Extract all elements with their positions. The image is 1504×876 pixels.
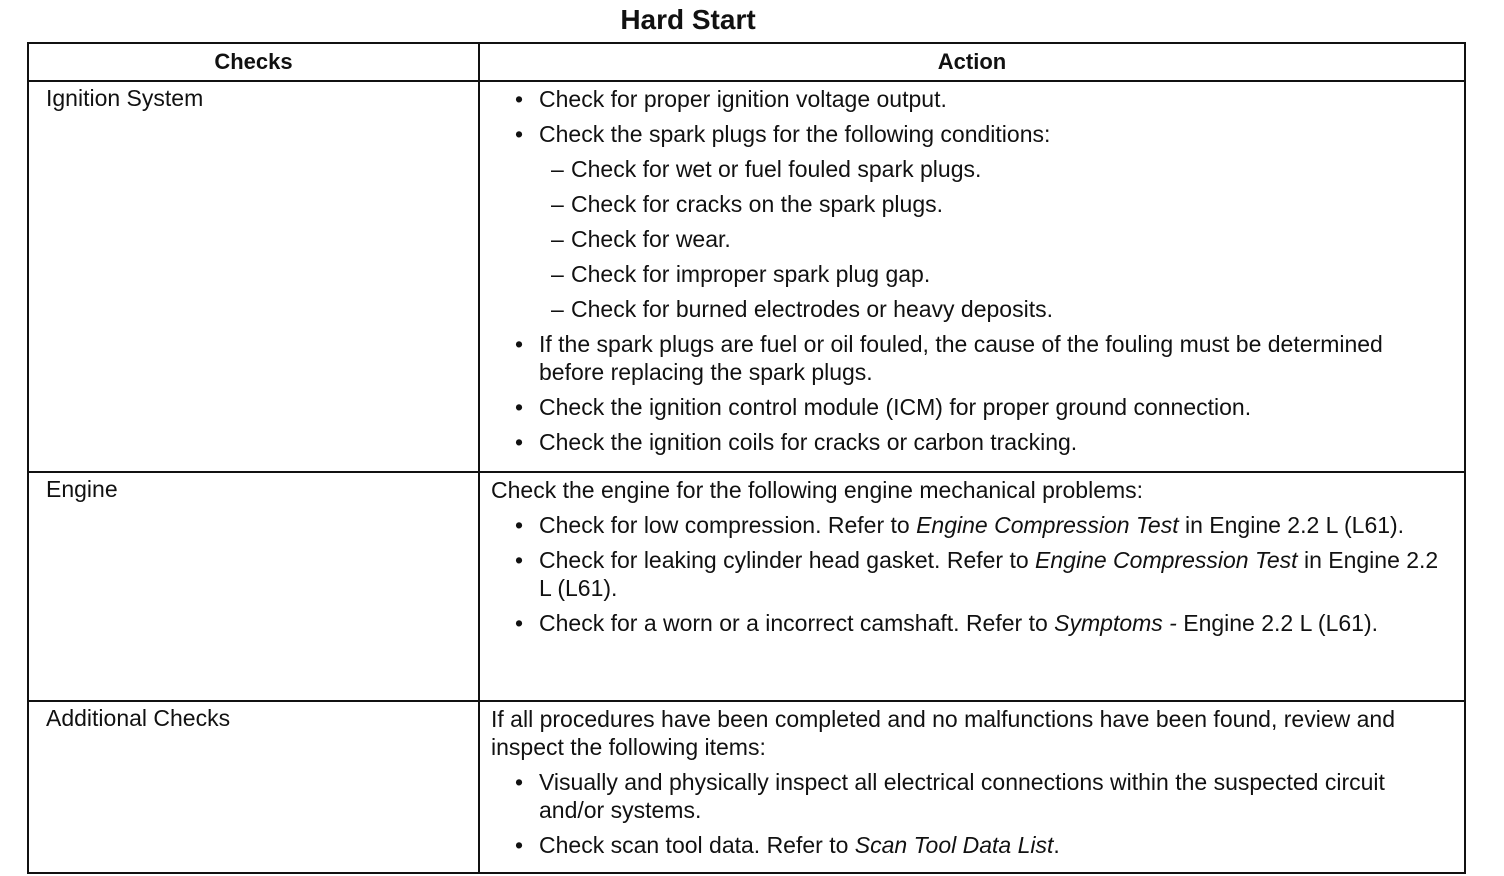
action-intro: If all procedures have been completed and no malfunctions have been found, review and inspect the following items: <box>491 706 1395 760</box>
list-item <box>491 768 1454 824</box>
check-cell-ignition: Ignition System <box>28 81 479 472</box>
item-suffix: in Engine 2.2 L (L61). <box>539 547 1439 601</box>
item-text: Check for leaking cylinder head gasket. Refer to <box>539 547 1036 573</box>
list-item <box>491 511 1454 539</box>
table-row <box>28 701 1465 873</box>
list-item: – Check for wet or fuel fouled spark plugs. <box>491 155 1454 183</box>
action-list <box>491 330 1454 456</box>
table-row <box>28 81 1465 472</box>
list-item: • Check for proper ignition voltage output. <box>491 85 1454 113</box>
hard-start-table <box>27 42 1466 874</box>
action-cell-additional <box>479 701 1465 873</box>
table-header-row <box>28 43 1465 81</box>
list-item <box>491 546 1454 602</box>
action-intro: Check the engine for the following engine mechanical problems: <box>491 477 1144 503</box>
action-cell-ignition <box>479 81 1465 472</box>
item-text: Visually and physically inspect all electrical connections within the suspected circuit and/or systems. <box>539 769 1385 823</box>
action-cell-engine <box>479 472 1465 701</box>
check-cell-additional: Additional Checks <box>28 701 479 873</box>
item-suffix: Engine 2.2 L (L61). <box>1176 610 1379 636</box>
item-suffix: . <box>1053 832 1060 858</box>
list-item: – Check for improper spark plug gap. <box>491 260 1454 288</box>
action-list <box>491 85 1454 148</box>
item-text: Check for a worn or a incorrect camshaft. Refer to <box>539 610 1055 636</box>
list-item: • Check the ignition control module (ICM) for proper ground connection. <box>491 393 1454 421</box>
action-column-header: Action <box>479 43 1465 81</box>
table-row <box>28 472 1465 701</box>
list-item <box>491 831 1454 859</box>
item-text: Check for low compression. Refer to <box>539 512 917 538</box>
checks-column-header: Checks <box>28 43 479 81</box>
list-item <box>491 609 1454 637</box>
item-suffix: in Engine 2.2 L (L61). <box>1178 512 1405 538</box>
list-item: • Check the spark plugs for the following conditions: <box>491 120 1454 148</box>
check-cell-engine: Engine <box>28 472 479 701</box>
reference-link: Scan Tool Data List <box>854 832 1054 858</box>
sub-action-list <box>491 155 1454 323</box>
list-item: – Check for burned electrodes or heavy deposits. <box>491 295 1454 323</box>
action-list <box>491 511 1454 637</box>
reference-link: Engine Compression Test <box>1035 547 1298 573</box>
item-text: Check scan tool data. Refer to <box>539 832 855 858</box>
list-item: – Check for wear. <box>491 225 1454 253</box>
page-title: Hard Start <box>620 4 756 35</box>
list-item: • If the spark plugs are fuel or oil fouled, the cause of the fouling must be determined before replacing the spark plugs. <box>491 330 1454 386</box>
action-list <box>491 768 1454 859</box>
reference-link: Engine Compression Test <box>916 512 1179 538</box>
reference-link: Symptoms - <box>1054 610 1177 636</box>
list-item: • Check the ignition coils for cracks or carbon tracking. <box>491 428 1454 456</box>
list-item: – Check for cracks on the spark plugs. <box>491 190 1454 218</box>
